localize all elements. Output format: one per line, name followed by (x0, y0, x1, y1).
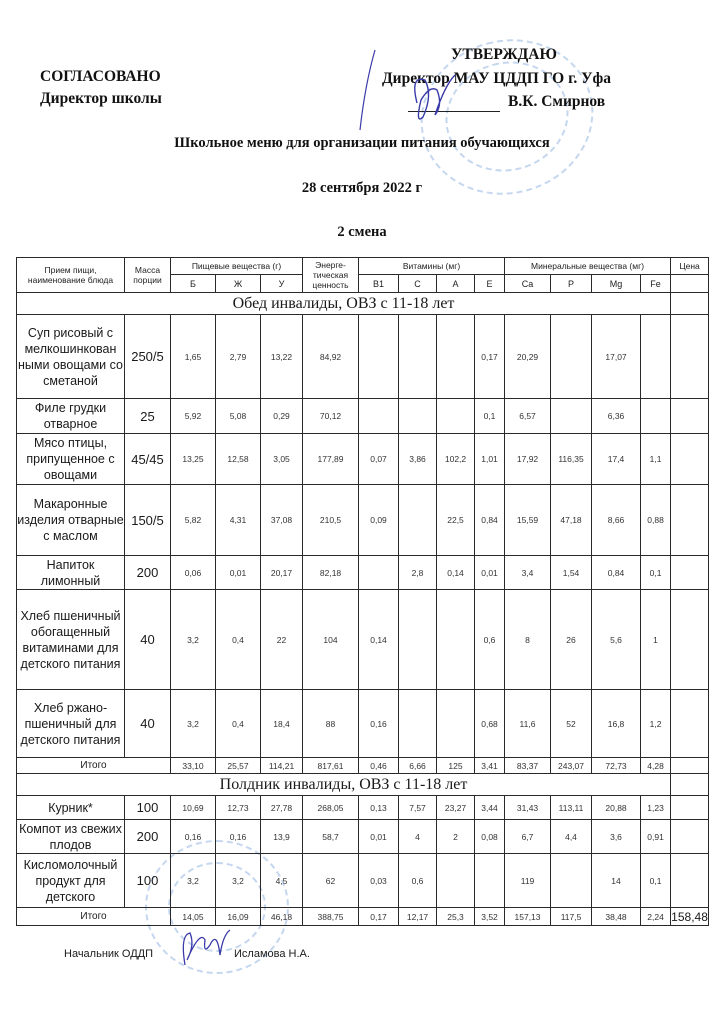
total-a: 125 (437, 758, 475, 774)
cell-b: 5,92 (171, 399, 216, 434)
dish-mass: 100 (125, 854, 171, 908)
cell-price (671, 820, 709, 854)
cell-mg: 16,8 (592, 690, 641, 758)
cell-b1 (359, 399, 399, 434)
cell-e: 0,08 (475, 820, 505, 854)
dish-mass: 40 (125, 690, 171, 758)
col-price: Цена (671, 258, 709, 275)
cell-price (671, 690, 709, 758)
cell-fe: 1,2 (641, 690, 671, 758)
cell-u: 20,17 (261, 556, 303, 590)
cell-price (671, 399, 709, 434)
cell-ca: 6,7 (505, 820, 551, 854)
cell-p: 4,4 (551, 820, 592, 854)
cell-b1 (359, 556, 399, 590)
cell-b: 5,82 (171, 485, 216, 556)
col-e: E (475, 275, 505, 293)
cell-mg: 17,4 (592, 434, 641, 485)
cell-energy: 58,7 (303, 820, 359, 854)
col-a: A (437, 275, 475, 293)
cell-b: 10,69 (171, 796, 216, 820)
col-fe: Fe (641, 275, 671, 293)
cell-p: 47,18 (551, 485, 592, 556)
cell-p: 26 (551, 590, 592, 690)
col-vitamins: Витамины (мг) (359, 258, 505, 275)
approve-role: Директор МАУ ЦДДП ГО г. Уфа (382, 70, 612, 87)
cell-mg: 14 (592, 854, 641, 908)
cell-ca: 20,29 (505, 315, 551, 399)
cell-energy: 88 (303, 690, 359, 758)
header-row-1 (17, 258, 709, 275)
approve-name: В.К. Смирнов (508, 93, 606, 110)
table-row (17, 556, 709, 590)
cell-mg: 6,36 (592, 399, 641, 434)
col-u: У (261, 275, 303, 293)
cell-b: 3,2 (171, 590, 216, 690)
approve-title: УТВЕРЖДАЮ (451, 46, 557, 63)
cell-a: 22,5 (437, 485, 475, 556)
cell-e: 0,68 (475, 690, 505, 758)
cell-c (399, 590, 437, 690)
cell-a: 2 (437, 820, 475, 854)
cell-price (671, 590, 709, 690)
cell-ca: 31,43 (505, 796, 551, 820)
cell-u: 3,05 (261, 434, 303, 485)
cell-u: 27,78 (261, 796, 303, 820)
dish-name: Напиток лимонный (17, 556, 125, 590)
cell-price (671, 485, 709, 556)
cell-b: 0,16 (171, 820, 216, 854)
cell-ca: 11,6 (505, 690, 551, 758)
director-signature-icon (355, 45, 475, 135)
footer-role: Начальник ОДДП (64, 948, 154, 960)
cell-p: 116,35 (551, 434, 592, 485)
cell-e: 0,1 (475, 399, 505, 434)
cell-p (551, 399, 592, 434)
cell-a (437, 590, 475, 690)
cell-energy: 268,05 (303, 796, 359, 820)
footer-name: Исламова Н.А. (234, 948, 310, 960)
table-row (17, 434, 709, 485)
total-energy: 817,61 (303, 758, 359, 774)
section-title: Обед инвалиды, ОВЗ с 11-18 лет (17, 293, 671, 315)
section-header-row (17, 293, 709, 315)
cell-e: 1,01 (475, 434, 505, 485)
total-row (17, 908, 709, 926)
cell-c: 3,86 (399, 434, 437, 485)
total-a: 25,3 (437, 908, 475, 926)
cell-e: 3,44 (475, 796, 505, 820)
cell-a (437, 315, 475, 399)
dish-name: Суп рисовый с мелкошинкован ными овощами со сметаной (17, 315, 125, 399)
total-u: 46,18 (261, 908, 303, 926)
dish-mass: 150/5 (125, 485, 171, 556)
cell-c (399, 399, 437, 434)
cell-c (399, 690, 437, 758)
cell-c: 4 (399, 820, 437, 854)
col-energy: Энерге-тическая ценность (303, 258, 359, 293)
cell-zh: 0,4 (216, 690, 261, 758)
total-label: Итого (17, 908, 171, 926)
table-row (17, 315, 709, 399)
total-p: 243,07 (551, 758, 592, 774)
section-price-cell (671, 774, 709, 796)
cell-e (475, 854, 505, 908)
dish-name: Филе грудки отварное (17, 399, 125, 434)
col-minerals: Минеральные вещества (мг) (505, 258, 671, 275)
total-mg: 38,48 (592, 908, 641, 926)
cell-b1: 0,09 (359, 485, 399, 556)
cell-b: 0,06 (171, 556, 216, 590)
cell-price (671, 796, 709, 820)
cell-fe (641, 399, 671, 434)
cell-a: 0,14 (437, 556, 475, 590)
cell-b: 13,25 (171, 434, 216, 485)
cell-fe: 0,88 (641, 485, 671, 556)
dish-name: Кисломолочный продукт для детского (17, 854, 125, 908)
total-zh: 25,57 (216, 758, 261, 774)
table-row (17, 820, 709, 854)
cell-b1: 0,16 (359, 690, 399, 758)
table-row (17, 690, 709, 758)
total-b1: 0,17 (359, 908, 399, 926)
footer-signature-icon (175, 925, 235, 970)
cell-e: 0,01 (475, 556, 505, 590)
cell-energy: 84,92 (303, 315, 359, 399)
total-price (671, 758, 709, 774)
col-price-sub (671, 275, 709, 293)
agreed-role: Директор школы (40, 90, 162, 107)
col-meal: Прием пищи, наименование блюда (17, 258, 125, 293)
cell-price (671, 854, 709, 908)
document-title: Школьное меню для организации питания обучающихся (174, 135, 550, 151)
section-price-cell (671, 293, 709, 315)
cell-c (399, 485, 437, 556)
cell-ca: 119 (505, 854, 551, 908)
total-label: Итого (17, 758, 171, 774)
cell-mg: 3,6 (592, 820, 641, 854)
col-nutrients: Пищевые вещества (г) (171, 258, 303, 275)
col-ca: Ca (505, 275, 551, 293)
cell-energy: 177,89 (303, 434, 359, 485)
cell-u: 0,29 (261, 399, 303, 434)
cell-fe: 1,23 (641, 796, 671, 820)
total-price: 158,48 (671, 909, 708, 924)
dish-name: Макаронные изделия отварные с маслом (17, 485, 125, 556)
cell-c (399, 315, 437, 399)
cell-ca: 8 (505, 590, 551, 690)
cell-ca: 15,59 (505, 485, 551, 556)
cell-e: 0,6 (475, 590, 505, 690)
total-c: 6,66 (399, 758, 437, 774)
cell-zh: 12,58 (216, 434, 261, 485)
dish-mass: 100 (125, 796, 171, 820)
dish-mass: 250/5 (125, 315, 171, 399)
cell-mg: 0,84 (592, 556, 641, 590)
cell-energy: 62 (303, 854, 359, 908)
total-e: 3,52 (475, 908, 505, 926)
cell-mg: 17,07 (592, 315, 641, 399)
cell-fe: 0,1 (641, 556, 671, 590)
dish-mass: 200 (125, 556, 171, 590)
cell-a: 23,27 (437, 796, 475, 820)
cell-ca: 17,92 (505, 434, 551, 485)
cell-a (437, 854, 475, 908)
total-fe: 2,24 (641, 908, 671, 926)
cell-p: 1,54 (551, 556, 592, 590)
cell-zh: 4,31 (216, 485, 261, 556)
table-row (17, 854, 709, 908)
cell-price (671, 556, 709, 590)
cell-zh: 5,08 (216, 399, 261, 434)
col-zh: Ж (216, 275, 261, 293)
cell-c: 2,8 (399, 556, 437, 590)
dish-mass: 200 (125, 820, 171, 854)
cell-e: 0,17 (475, 315, 505, 399)
cell-zh: 3,2 (216, 854, 261, 908)
total-zh: 16,09 (216, 908, 261, 926)
cell-u: 37,08 (261, 485, 303, 556)
total-mg: 72,73 (592, 758, 641, 774)
total-energy: 388,75 (303, 908, 359, 926)
cell-mg: 5,6 (592, 590, 641, 690)
cell-zh: 0,16 (216, 820, 261, 854)
cell-u: 22 (261, 590, 303, 690)
cell-mg: 20,88 (592, 796, 641, 820)
cell-price (671, 315, 709, 399)
total-fe: 4,28 (641, 758, 671, 774)
cell-p (551, 854, 592, 908)
dish-name: Хлеб ржано-пшеничный для детского питания (17, 690, 125, 758)
total-b: 14,05 (171, 908, 216, 926)
dish-mass: 40 (125, 590, 171, 690)
total-ca: 157,13 (505, 908, 551, 926)
cell-u: 18,4 (261, 690, 303, 758)
cell-b1 (359, 315, 399, 399)
cell-p: 113,11 (551, 796, 592, 820)
cell-mg: 8,66 (592, 485, 641, 556)
document-date: 28 сентября 2022 г (301, 180, 423, 196)
col-c: C (399, 275, 437, 293)
section-title: Полдник инвалиды, ОВЗ с 11-18 лет (17, 774, 671, 796)
cell-fe: 1 (641, 590, 671, 690)
cell-energy: 82,18 (303, 556, 359, 590)
cell-u: 13,9 (261, 820, 303, 854)
agreed-title: СОГЛАСОВАНО (40, 68, 161, 85)
cell-fe (641, 315, 671, 399)
cell-b1: 0,01 (359, 820, 399, 854)
total-row (17, 758, 709, 774)
dish-mass: 25 (125, 399, 171, 434)
total-ca: 83,37 (505, 758, 551, 774)
cell-price (671, 434, 709, 485)
table-body (17, 293, 709, 926)
col-p: P (551, 275, 592, 293)
table-row (17, 590, 709, 690)
dish-name: Хлеб пшеничный обогащенный витаминами для детского питания (17, 590, 125, 690)
col-b: Б (171, 275, 216, 293)
dish-name: Компот из свежих плодов (17, 820, 125, 854)
table-row (17, 485, 709, 556)
cell-p: 52 (551, 690, 592, 758)
cell-zh: 0,01 (216, 556, 261, 590)
cell-b1: 0,14 (359, 590, 399, 690)
total-b1: 0,46 (359, 758, 399, 774)
dish-mass: 45/45 (125, 434, 171, 485)
cell-energy: 210,5 (303, 485, 359, 556)
total-b: 33,10 (171, 758, 216, 774)
table-row (17, 399, 709, 434)
cell-zh: 0,4 (216, 590, 261, 690)
cell-energy: 104 (303, 590, 359, 690)
cell-ca: 3,4 (505, 556, 551, 590)
document-shift: 2 смена (337, 224, 387, 240)
table-row (17, 796, 709, 820)
menu-table (16, 257, 709, 926)
cell-b: 3,2 (171, 854, 216, 908)
cell-b1: 0,13 (359, 796, 399, 820)
cell-fe: 0,91 (641, 820, 671, 854)
dish-name: Мясо птицы, припущенное с овощами (17, 434, 125, 485)
cell-ca: 6,57 (505, 399, 551, 434)
total-p: 117,5 (551, 908, 592, 926)
col-mg: Mg (592, 275, 641, 293)
cell-p (551, 315, 592, 399)
cell-zh: 12,73 (216, 796, 261, 820)
total-e: 3,41 (475, 758, 505, 774)
cell-c: 0,6 (399, 854, 437, 908)
cell-u: 4,5 (261, 854, 303, 908)
cell-c: 7,57 (399, 796, 437, 820)
col-b1: B1 (359, 275, 399, 293)
cell-a (437, 399, 475, 434)
cell-b1: 0,03 (359, 854, 399, 908)
cell-energy: 70,12 (303, 399, 359, 434)
cell-b: 3,2 (171, 690, 216, 758)
col-mass: Масса порции (125, 258, 171, 293)
cell-fe: 1,1 (641, 434, 671, 485)
cell-b: 1,65 (171, 315, 216, 399)
dish-name: Курник* (17, 796, 125, 820)
cell-b1: 0,07 (359, 434, 399, 485)
cell-fe: 0,1 (641, 854, 671, 908)
cell-zh: 2,79 (216, 315, 261, 399)
total-c: 12,17 (399, 908, 437, 926)
cell-a (437, 690, 475, 758)
section-header-row (17, 774, 709, 796)
total-u: 114,21 (261, 758, 303, 774)
cell-u: 13,22 (261, 315, 303, 399)
cell-e: 0,84 (475, 485, 505, 556)
cell-a: 102,2 (437, 434, 475, 485)
